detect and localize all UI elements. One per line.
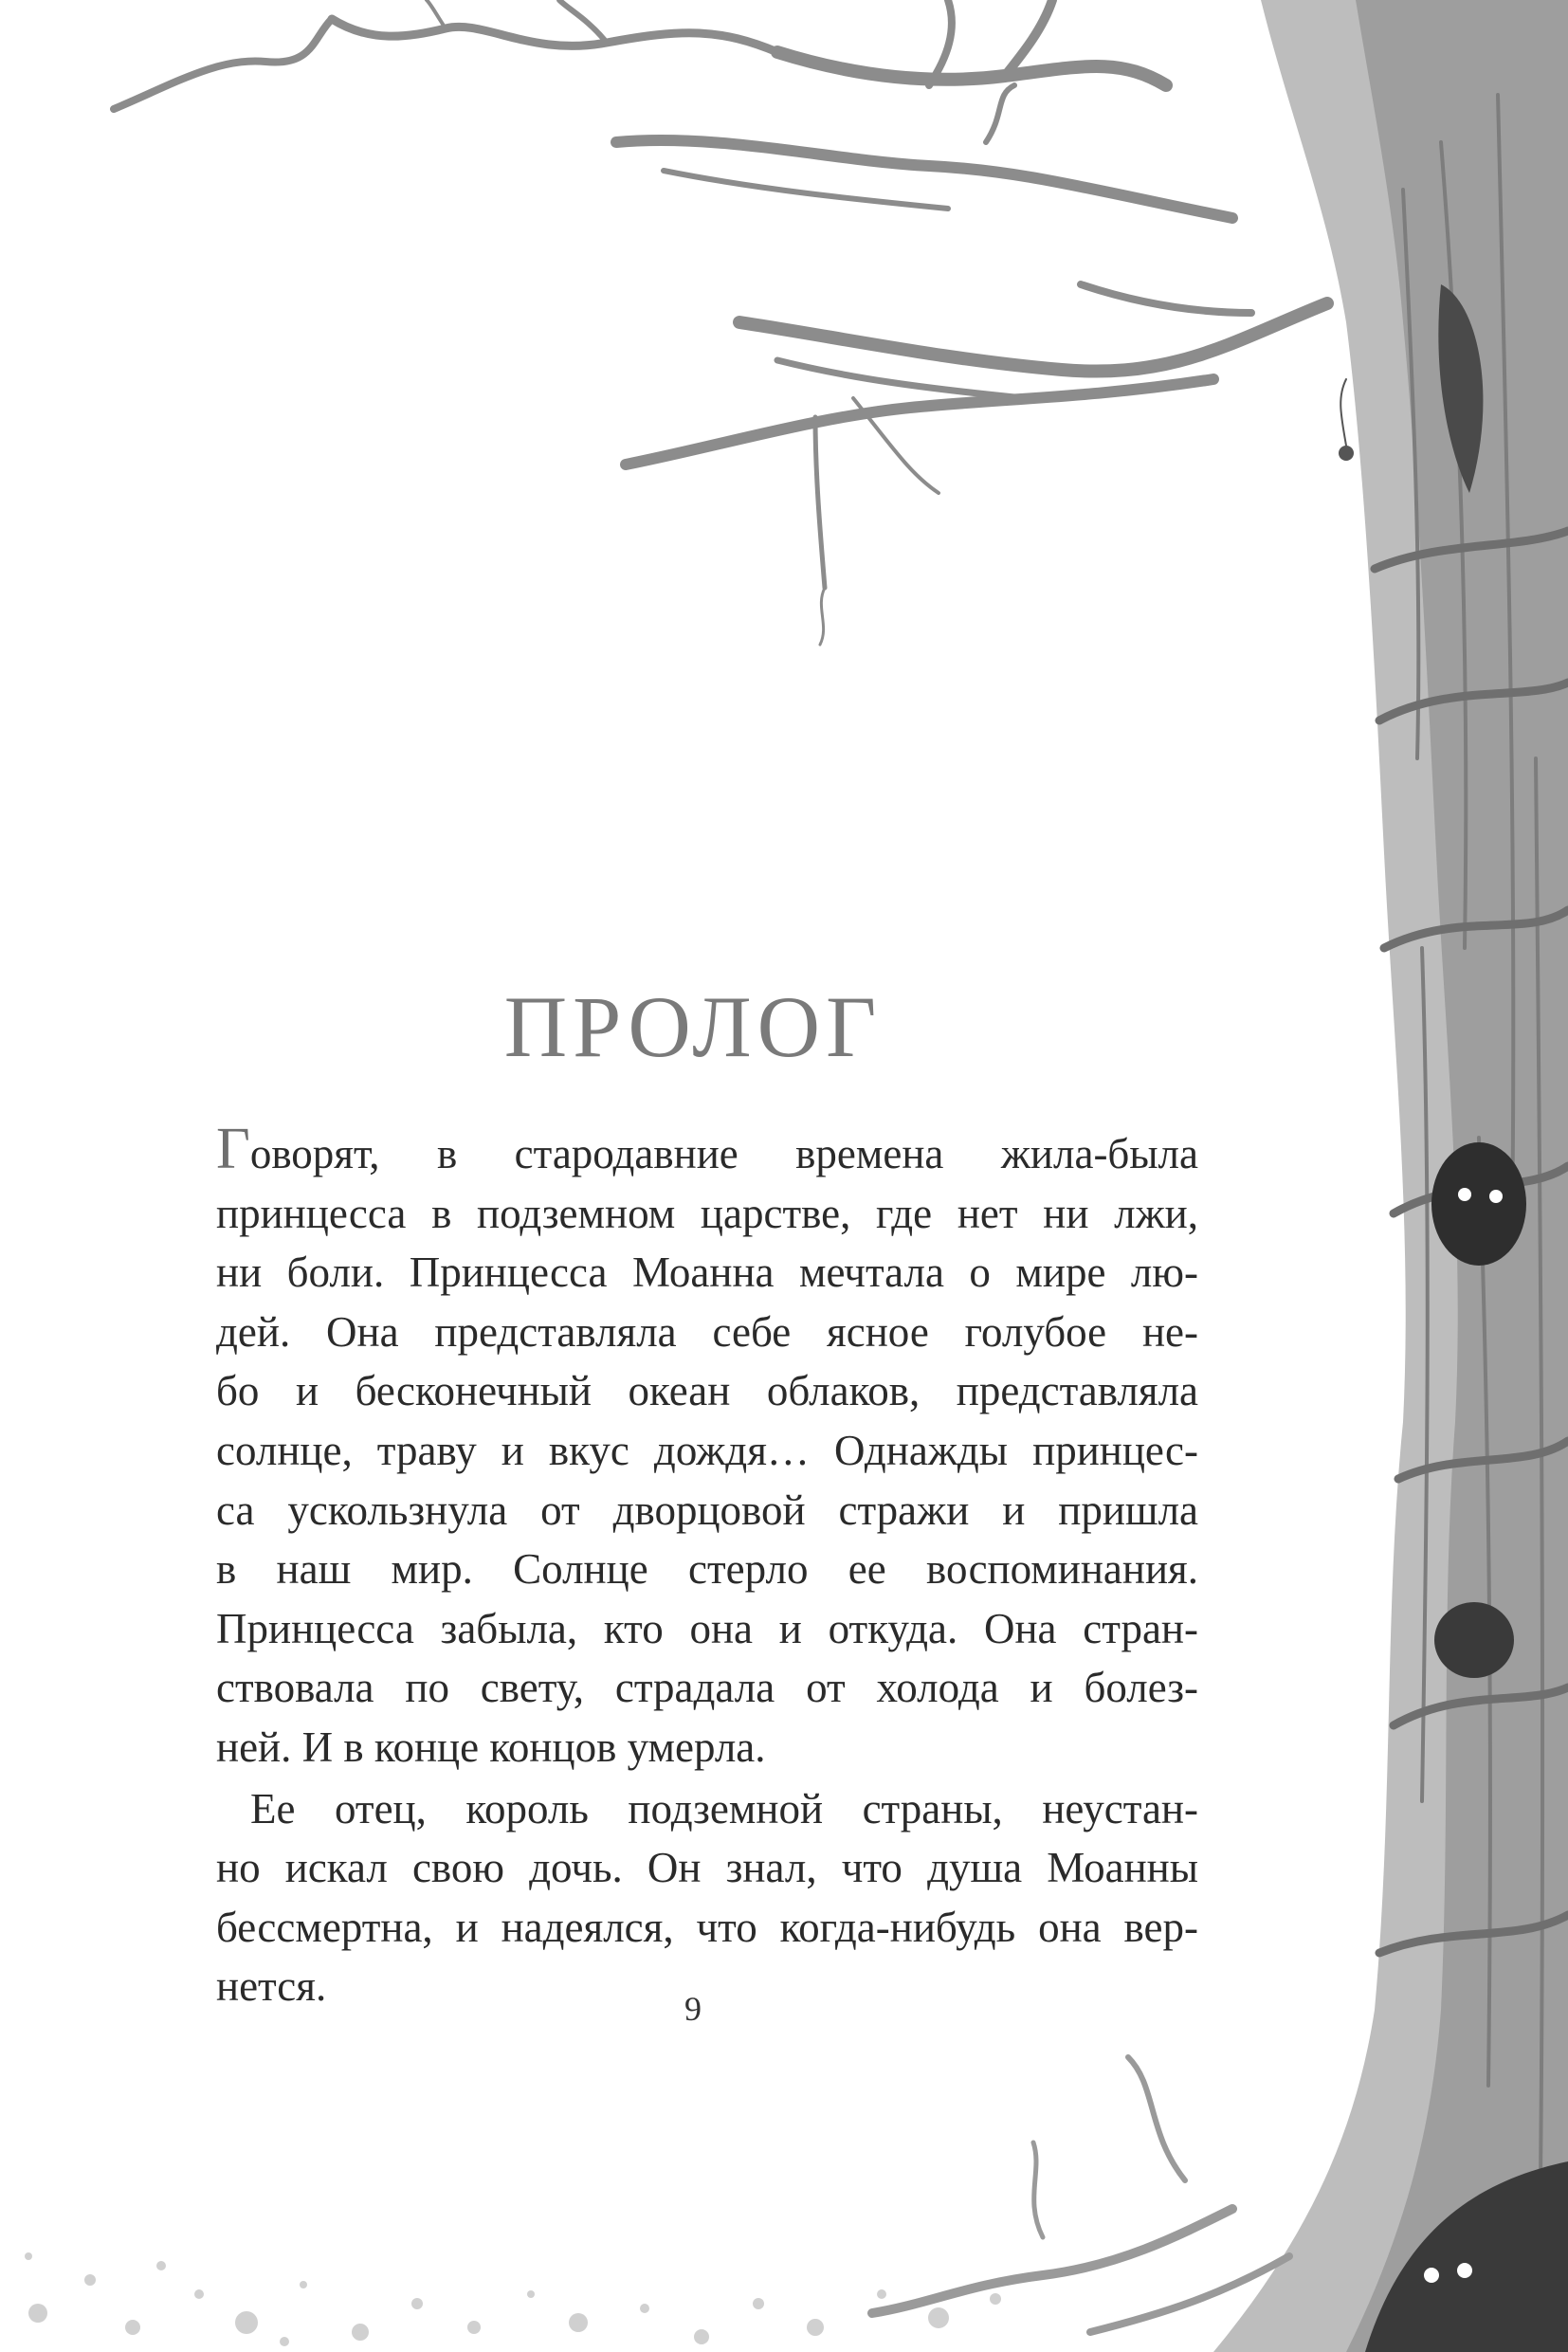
paragraph-1 (216, 1117, 1198, 1778)
text-line: но искал свою дочь. Он знал, что душа Моанны (216, 1844, 1198, 1892)
chapter-title: ПРОЛОГ (503, 978, 883, 1075)
branch-middle (616, 85, 1354, 645)
page-number: 9 (684, 1990, 702, 2028)
paragraph-2 (216, 1779, 1198, 2016)
text-line: бессмертна, и надеялся, что когда-нибудь она вер- (216, 1903, 1198, 1951)
text-line: са ускользнула от дворцовой стражи и пришла (216, 1486, 1198, 1534)
roots (872, 2057, 1289, 2332)
body-text (216, 1117, 1198, 2016)
text-line: нется. (216, 1962, 327, 2011)
text-line: ствовала по свету, страдала от холода и болез- (216, 1664, 1198, 1712)
text-line: Ее отец, король подземной страны, неустан- (250, 1784, 1198, 1832)
ink-splatter (25, 2252, 1001, 2346)
text-line: ни боли. Принцесса Моанна мечтала о мире лю- (216, 1249, 1198, 1297)
text-line: ней. И в конце концов умерла. (216, 1723, 766, 1771)
text-line: в наш мир. Солнце стерло ее воспоминания. (216, 1545, 1198, 1594)
text-line: дей. Она представляла себе ясное голубое не- (216, 1307, 1198, 1356)
text-line: бо и бесконечный океан облаков, представляла (216, 1367, 1198, 1415)
text-line: солнце, траву и вкус дождя… Однажды принцес- (216, 1426, 1198, 1474)
text-line: Принцесса забыла, кто она и откуда. Она стран- (216, 1604, 1198, 1652)
drop-cap: Г (216, 1117, 250, 1181)
text-line: Говорят, в стародавние времена жила-была (216, 1117, 1198, 1181)
text-line: принцесса в подземном царстве, где нет ни лжи, (216, 1189, 1198, 1237)
